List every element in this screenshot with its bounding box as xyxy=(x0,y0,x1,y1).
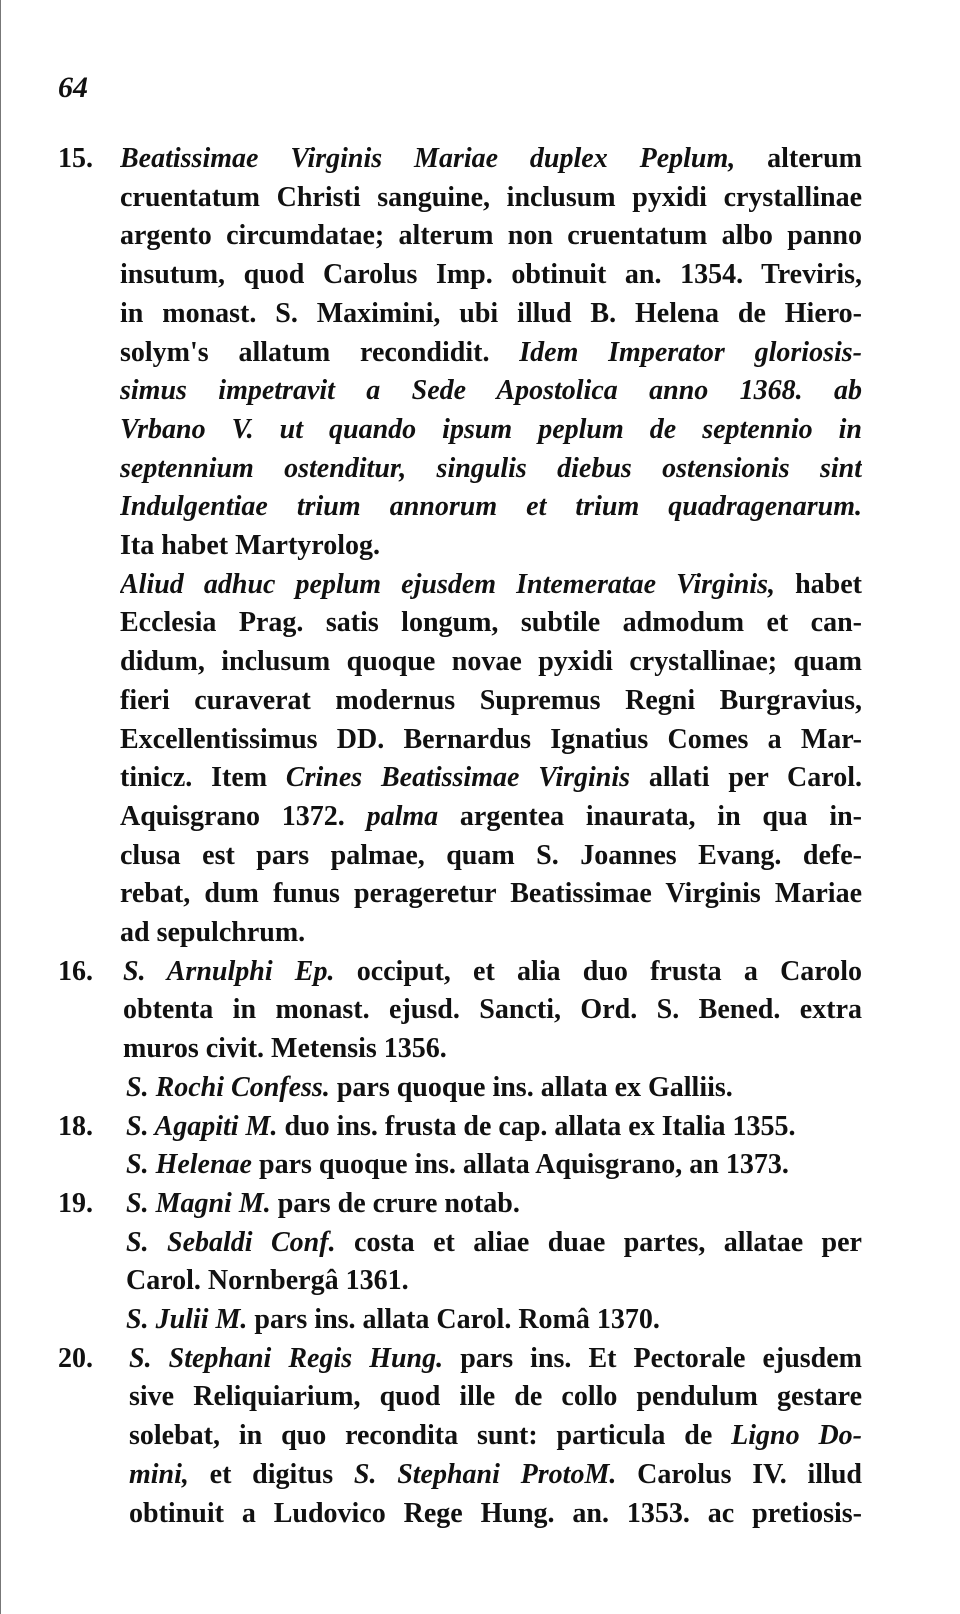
roman-text: Ecclesia Prag. satis longum, subtile admodum et can- xyxy=(120,607,862,639)
text-line xyxy=(0,1146,960,1185)
roman-text: Aquisgrano 1372. xyxy=(120,800,367,832)
line-text xyxy=(120,140,862,179)
text-line xyxy=(0,179,960,218)
page-number: 64 xyxy=(58,71,88,104)
line-text xyxy=(123,991,862,1030)
line-text xyxy=(120,759,862,798)
roman-text: muros civit. Metensis 1356. xyxy=(123,1033,447,1065)
text-line xyxy=(0,1224,960,1263)
line-text xyxy=(123,1030,862,1069)
line-text xyxy=(126,1262,862,1301)
italic-text: Vrbano V. ut quando ipsum peplum de septennio in xyxy=(120,413,862,445)
line-text xyxy=(120,488,862,527)
text-line xyxy=(0,1301,960,1340)
entry-number: 16. xyxy=(58,955,93,987)
text-line xyxy=(0,411,960,450)
text-line xyxy=(0,875,960,914)
text-line xyxy=(0,837,960,876)
italic-text: S. Agapiti M. xyxy=(126,1110,278,1142)
roman-text: tinicz. Item xyxy=(120,762,286,794)
roman-text: sive Reliquiarium, quod ille de collo pendulum gestare xyxy=(129,1381,862,1413)
line-text xyxy=(120,527,862,566)
text-line xyxy=(0,527,960,566)
italic-text: S. Julii M. xyxy=(126,1304,248,1335)
line-text xyxy=(126,1301,862,1340)
text-line xyxy=(0,721,960,760)
line-text xyxy=(126,1146,862,1185)
italic-text: Idem Imperator gloriosis- xyxy=(519,336,862,368)
line-text xyxy=(120,682,862,721)
text-line xyxy=(0,1417,960,1456)
line-text xyxy=(129,1378,862,1417)
line-text xyxy=(120,914,862,953)
text-line xyxy=(0,256,960,295)
italic-text: Indulgentiae trium annorum et trium quadragenarum. xyxy=(120,491,862,523)
entry-number: 15. xyxy=(58,143,93,174)
text-line xyxy=(0,1495,960,1534)
text-line xyxy=(0,914,960,953)
text-line xyxy=(0,953,960,992)
italic-text: S. Stephani ProtoM. xyxy=(353,1458,617,1490)
entry-number: 19. xyxy=(58,1187,93,1219)
line-text xyxy=(126,1108,862,1147)
roman-text: solebat, in quo recondita sunt: particula de xyxy=(129,1420,732,1452)
line-text xyxy=(120,721,862,760)
roman-text: obtenta in monast. ejusd. Sancti, Ord. S. Bened. extra xyxy=(123,994,862,1026)
line-text xyxy=(120,217,862,256)
text-line xyxy=(0,1185,960,1224)
text-line xyxy=(0,217,960,256)
roman-text: cruentatum Christi sanguine, inclusum pyxidi crystallinae xyxy=(120,181,862,213)
line-text xyxy=(126,1069,862,1108)
line-text xyxy=(120,837,862,876)
text-line xyxy=(0,488,960,527)
roman-text: alterum xyxy=(735,143,862,174)
text-line xyxy=(0,682,960,721)
italic-text: S. Helenae xyxy=(126,1149,252,1181)
roman-text: Excellentissimus DD. Bernardus Ignatius Comes a Mar- xyxy=(120,723,862,755)
roman-text: Ita habet Martyrolog. xyxy=(120,530,380,561)
text-line xyxy=(0,1456,960,1495)
roman-text: costa et aliae duae partes, allatae per xyxy=(335,1226,862,1258)
italic-text: mini, xyxy=(129,1458,189,1490)
italic-text: S. Sebaldi Conf. xyxy=(126,1226,336,1258)
text-line xyxy=(0,1340,960,1379)
text-line xyxy=(0,991,960,1030)
text-line xyxy=(0,1069,960,1108)
text-line xyxy=(0,798,960,837)
text-line xyxy=(0,334,960,373)
roman-text: clusa est pars palmae, quam S. Joannes Evang. defe- xyxy=(120,839,862,871)
line-text xyxy=(120,450,862,489)
italic-text: septennium ostenditur, singulis diebus ostensionis sint xyxy=(120,452,862,484)
roman-text: solym's allatum recondidit. xyxy=(120,336,520,368)
italic-text: S. Magni M. xyxy=(126,1187,271,1219)
text-line xyxy=(0,604,960,643)
line-text xyxy=(120,179,862,218)
text-line xyxy=(0,759,960,798)
line-text xyxy=(120,875,862,914)
text-line xyxy=(0,566,960,605)
roman-text: argento circumdatae; alterum non cruentatum albo panno xyxy=(120,220,862,252)
roman-text: occiput, et alia duo frusta a Carolo xyxy=(334,955,862,987)
roman-text: fieri curaverat modernus Supremus Regni Burgravius, xyxy=(120,684,862,716)
line-text xyxy=(123,953,862,992)
line-text xyxy=(129,1340,862,1379)
line-text xyxy=(120,604,862,643)
line-text xyxy=(126,1224,862,1263)
roman-text: pars ins. allata Carol. Româ 1370. xyxy=(247,1304,660,1335)
line-text xyxy=(120,566,862,605)
roman-text: argentea inaurata, in qua in- xyxy=(438,800,862,832)
text-line xyxy=(0,295,960,334)
roman-text: habet xyxy=(775,568,862,600)
roman-text: rebat, dum funus perageretur Beatissimae Virginis Mariae xyxy=(120,878,862,910)
roman-text: pars de crure notab. xyxy=(270,1187,520,1219)
line-text xyxy=(120,643,862,682)
roman-text: pars ins. Et Pectorale ejusdem xyxy=(443,1342,862,1374)
italic-text: Beatissimae Virginis Mariae duplex Peplum, xyxy=(120,143,736,174)
text-line xyxy=(0,140,960,179)
line-text xyxy=(120,798,862,837)
roman-text: allati per Carol. xyxy=(630,762,862,794)
italic-text: Crines Beatissimae Virginis xyxy=(285,762,631,794)
text-line xyxy=(0,1030,960,1069)
italic-text: simus impetravit a Sede Apostolica anno 1368. ab xyxy=(120,375,862,407)
line-text xyxy=(120,334,862,373)
roman-text: in monast. S. Maximini, ubi illud B. Helena de Hiero- xyxy=(120,297,862,329)
roman-text: didum, inclusum quoque novae pyxidi crystallinae; quam xyxy=(120,646,862,678)
italic-text: palma xyxy=(366,800,439,832)
roman-text: pars quoque ins. allata Aquisgrano, an 1373. xyxy=(252,1149,789,1181)
roman-text: ad sepulchrum. xyxy=(120,917,306,948)
italic-text: S. Arnulphi Ep. xyxy=(123,955,335,987)
line-text xyxy=(120,372,862,411)
italic-text: Aliud adhuc peplum ejusdem Intemeratae Virginis, xyxy=(120,568,776,600)
line-text xyxy=(120,411,862,450)
roman-text: insutum, quod Carolus Imp. obtinuit an. 1354. Treviris, xyxy=(120,259,862,291)
text-line xyxy=(0,643,960,682)
italic-text: Ligno Do- xyxy=(731,1420,862,1452)
entry-number: 18. xyxy=(58,1110,93,1142)
text-line xyxy=(0,372,960,411)
line-text xyxy=(129,1417,862,1456)
text-line xyxy=(0,450,960,489)
roman-text: et digitus xyxy=(188,1458,354,1490)
line-text xyxy=(126,1185,862,1224)
entry-number: 20. xyxy=(58,1342,93,1374)
roman-text: Carolus IV. illud xyxy=(616,1458,862,1490)
line-text xyxy=(129,1495,862,1534)
text-line xyxy=(0,1378,960,1417)
roman-text: obtinuit a Ludovico Rege Hung. an. 1353. ac pretiosis- xyxy=(129,1497,862,1529)
roman-text: duo ins. frusta de cap. allata ex Italia 1355. xyxy=(277,1110,796,1142)
line-text xyxy=(129,1456,862,1495)
roman-text: pars quoque ins. allata ex Galliis. xyxy=(329,1071,733,1103)
line-text xyxy=(120,295,862,334)
roman-text: Carol. Nornbergâ 1361. xyxy=(126,1265,409,1297)
text-line xyxy=(0,1108,960,1147)
text-line xyxy=(0,1262,960,1301)
line-text xyxy=(120,256,862,295)
italic-text: S. Rochi Confess. xyxy=(126,1071,330,1103)
italic-text: S. Stephani Regis Hung. xyxy=(129,1342,444,1374)
